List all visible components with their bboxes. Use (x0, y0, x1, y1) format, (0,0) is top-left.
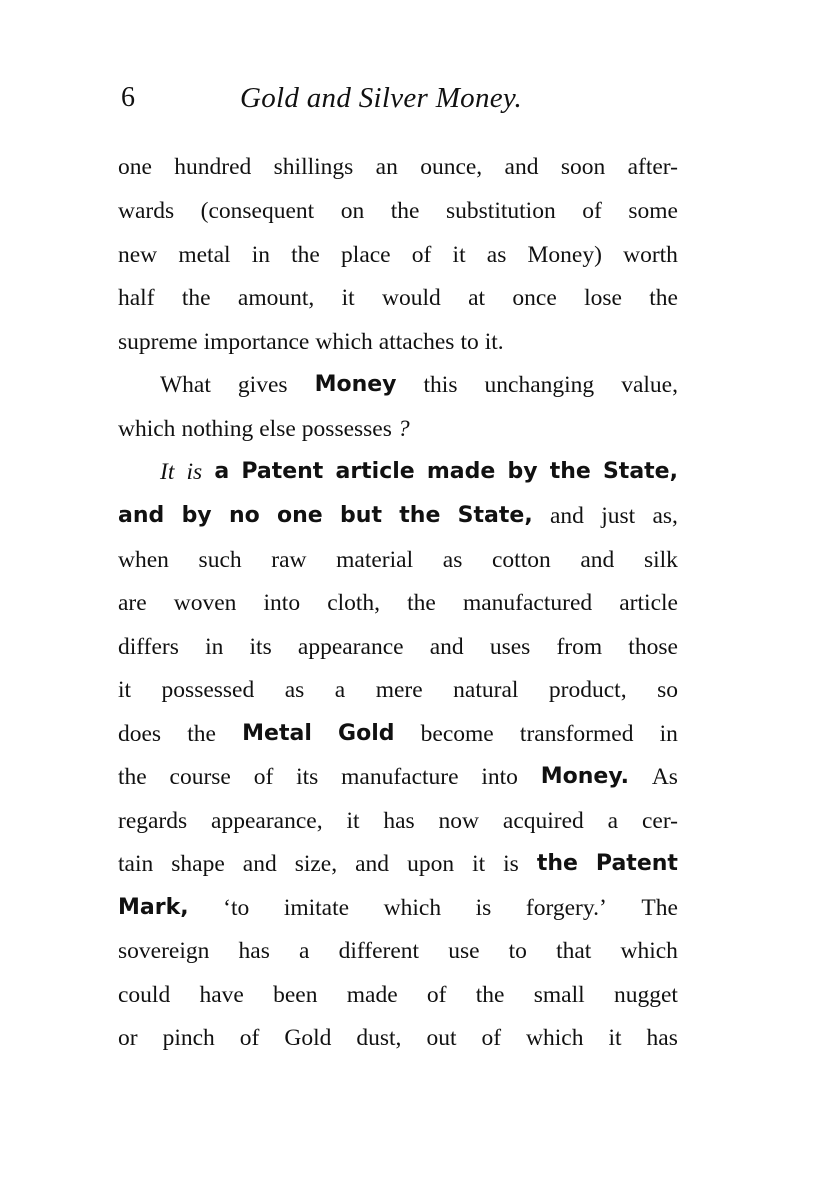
word: and (429, 634, 464, 660)
word: its (249, 634, 272, 660)
word: forgery.’ (525, 895, 607, 921)
word: appearance (297, 634, 404, 660)
word: ? (397, 416, 410, 442)
running-title: Gold and Silver Money. (240, 82, 523, 114)
word: been (273, 982, 318, 1008)
word: the (118, 764, 147, 790)
word: as, (652, 503, 678, 529)
word: this (423, 372, 458, 398)
word: worth (623, 242, 678, 268)
word: into (263, 590, 301, 616)
word: no (228, 503, 260, 528)
word: would (382, 285, 441, 311)
word: made (346, 982, 398, 1008)
word: one (118, 154, 152, 180)
word: the (475, 982, 505, 1008)
word: attaches (378, 329, 455, 355)
word: of (481, 1025, 502, 1051)
text-line (160, 457, 678, 487)
word: those (628, 634, 678, 660)
word: wards (118, 198, 175, 224)
word: mere (375, 677, 423, 703)
word: so (657, 677, 678, 703)
word: have (199, 982, 244, 1008)
word: manufactured (462, 590, 593, 616)
word: The (641, 895, 678, 921)
word: by (507, 459, 538, 484)
word: the (549, 459, 591, 484)
word: Gold (338, 721, 395, 746)
word: different (338, 938, 420, 964)
word: such (198, 547, 242, 573)
word: one (277, 503, 323, 528)
word: course (169, 764, 231, 790)
word: it (472, 851, 486, 877)
word: are (118, 590, 147, 616)
text-line (118, 414, 416, 444)
word: natural (453, 677, 519, 703)
text-line (118, 327, 510, 357)
word: possessed (161, 677, 255, 703)
word: (consequent (200, 198, 315, 224)
word: its (296, 764, 319, 790)
word: gives (237, 372, 288, 398)
word: as (486, 242, 507, 268)
word: in (251, 242, 270, 268)
word: substitution (446, 198, 556, 224)
word: and (355, 851, 390, 877)
word: a (607, 808, 619, 834)
text-line (118, 501, 678, 531)
word: shape (171, 851, 225, 877)
word: cer- (641, 808, 678, 834)
word: it (341, 285, 355, 311)
word: regards (118, 808, 188, 834)
word: pinch (162, 1025, 215, 1051)
word: ounce, (420, 154, 483, 180)
word: that (556, 938, 592, 964)
text-line (118, 762, 678, 792)
word: product, (548, 677, 627, 703)
word: on (340, 198, 365, 224)
word: Metal (242, 721, 312, 746)
text-line (118, 806, 678, 836)
word: now (438, 808, 480, 834)
word: half (118, 285, 155, 311)
text-line (118, 893, 678, 923)
word: does (118, 721, 162, 747)
word: from (556, 634, 603, 660)
word: the (181, 285, 211, 311)
word: hundred (174, 154, 252, 180)
word: metal (178, 242, 231, 268)
word: else (259, 416, 296, 442)
word: It (160, 459, 175, 485)
word: of (426, 982, 447, 1008)
word: As (651, 764, 678, 790)
word: a (298, 938, 310, 964)
word: differs (118, 634, 179, 660)
word: which (118, 416, 176, 442)
text-line (118, 283, 678, 313)
word: and (580, 547, 615, 573)
word: Patent (241, 459, 324, 484)
word: size, (294, 851, 338, 877)
word: and (549, 503, 584, 529)
word: a (214, 459, 230, 484)
word: Money. (540, 764, 630, 789)
text-line (118, 152, 678, 182)
word: use (448, 938, 480, 964)
word: Mark, (118, 895, 189, 920)
word: Money) (527, 242, 602, 268)
word: the (399, 503, 441, 528)
word: supreme (118, 329, 198, 355)
word: nothing (181, 416, 254, 442)
word: material (336, 547, 414, 573)
word: the (407, 590, 436, 616)
word: tain (118, 851, 154, 877)
word: as (284, 677, 305, 703)
text-line (118, 545, 678, 575)
word: in (659, 721, 678, 747)
word: article (335, 459, 415, 484)
word: unchanging (484, 372, 595, 398)
word: the (536, 851, 578, 876)
word: sovereign (118, 938, 210, 964)
word: What (160, 372, 211, 398)
word: uses (489, 634, 531, 660)
text-line (118, 196, 678, 226)
word: it. (484, 329, 504, 355)
word: article (619, 590, 678, 616)
word: the (291, 242, 320, 268)
word: amount, (237, 285, 315, 311)
text-line (118, 1023, 678, 1053)
word: but (340, 503, 382, 528)
word: ‘to (223, 895, 250, 921)
word: woven (173, 590, 237, 616)
word: shillings (273, 154, 354, 180)
word: in (205, 634, 224, 660)
word: at (468, 285, 486, 311)
word: dust, (356, 1025, 402, 1051)
word: which (620, 938, 678, 964)
word: Patent (595, 851, 678, 876)
word: it (608, 1025, 622, 1051)
word: appearance, (211, 808, 323, 834)
word: is (503, 851, 519, 877)
word: and (504, 154, 539, 180)
word: just (601, 503, 636, 529)
word: imitate (283, 895, 350, 921)
word: State, (457, 503, 533, 528)
text-line (118, 980, 678, 1010)
word: to (460, 329, 479, 355)
word: the (649, 285, 678, 311)
word: value, (621, 372, 678, 398)
text-line (118, 632, 678, 662)
word: has (383, 808, 415, 834)
word: cotton (491, 547, 551, 573)
word: manufacture (341, 764, 459, 790)
word: lose (584, 285, 622, 311)
word: is (186, 459, 203, 485)
word: possesses (301, 416, 392, 442)
word: which (315, 329, 373, 355)
text-line (118, 240, 678, 270)
text-line (118, 675, 678, 705)
word: of (239, 1025, 260, 1051)
text-line (118, 849, 678, 879)
word: nugget (613, 982, 678, 1008)
word: a (334, 677, 346, 703)
word: acquired (502, 808, 584, 834)
word: to (508, 938, 527, 964)
word: made (426, 459, 496, 484)
word: when (118, 547, 169, 573)
word: State, (602, 459, 678, 484)
word: it (118, 677, 132, 703)
word: is (475, 895, 492, 921)
word: could (118, 982, 171, 1008)
word: the (390, 198, 420, 224)
text-line (160, 370, 678, 400)
text-line (118, 588, 678, 618)
word: Money (314, 372, 397, 397)
word: has (238, 938, 270, 964)
word: of (411, 242, 432, 268)
word: into (481, 764, 518, 790)
word: or (118, 1025, 138, 1051)
word: Gold (284, 1025, 332, 1051)
word: some (628, 198, 678, 224)
word: has (646, 1025, 678, 1051)
word: of (582, 198, 602, 224)
word: silk (643, 547, 678, 573)
word: new (118, 242, 158, 268)
page-number: 6 (121, 82, 135, 113)
word: once (512, 285, 557, 311)
word: transformed (519, 721, 634, 747)
word: upon (407, 851, 455, 877)
word: and (118, 503, 165, 528)
word: the (187, 721, 216, 747)
page-header (0, 82, 840, 122)
text-line (118, 936, 678, 966)
word: of (253, 764, 274, 790)
word: as (442, 547, 463, 573)
word: it (346, 808, 360, 834)
text-line (118, 719, 678, 749)
word: out (426, 1025, 457, 1051)
word: importance (203, 329, 310, 355)
word: become (420, 721, 494, 747)
word: raw (271, 547, 307, 573)
word: which (526, 1025, 584, 1051)
word: small (533, 982, 585, 1008)
word: cloth, (327, 590, 381, 616)
word: and (242, 851, 277, 877)
word: place (341, 242, 391, 268)
word: soon (560, 154, 606, 180)
word: it (452, 242, 466, 268)
word: after- (627, 154, 678, 180)
word: an (375, 154, 398, 180)
word: by (181, 503, 212, 528)
word: which (383, 895, 442, 921)
